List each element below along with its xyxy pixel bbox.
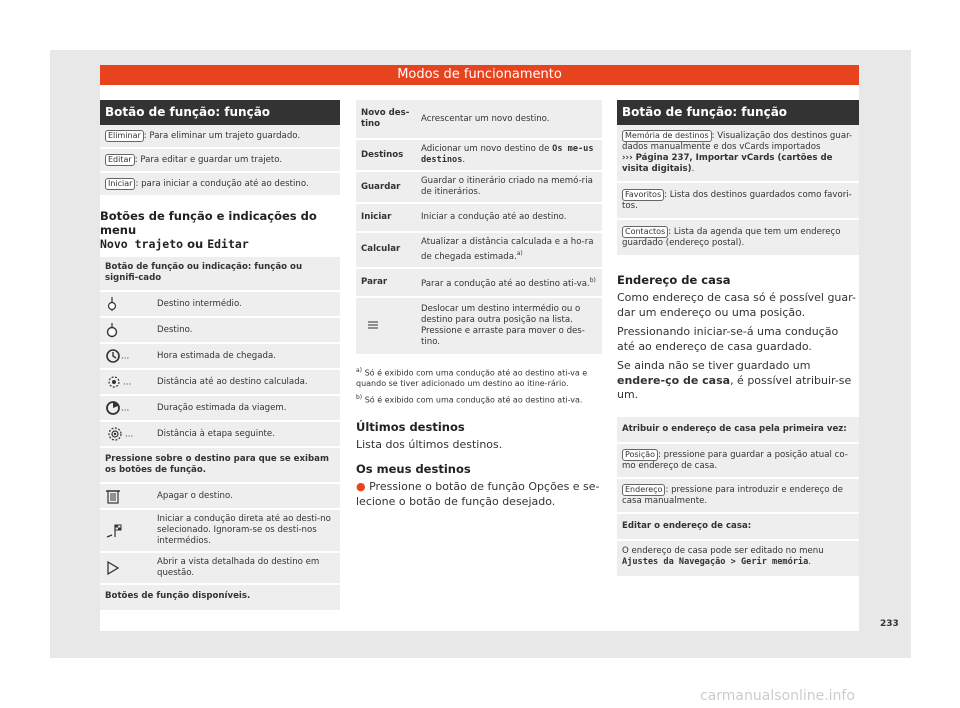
heading-text: Botões de função e indicações do menu — [100, 209, 317, 237]
paragraph: Pressionando iniciar-se-á uma condução até ao endereço de casa guardado. — [617, 325, 839, 353]
column-2 — [356, 100, 602, 509]
table-cell: Apagar o destino. — [152, 483, 340, 509]
heading-mono: Editar — [207, 237, 249, 251]
table-row — [100, 483, 340, 509]
table-row — [356, 203, 602, 232]
icon-suffix: ... — [121, 403, 130, 414]
iniciar-button-label: Iniciar — [105, 178, 135, 190]
favorites-button-label: Favoritos — [622, 189, 664, 201]
icon-cell — [356, 297, 416, 355]
row-text: : Para eliminar um trajeto guardado. — [143, 131, 301, 141]
my-destinations-text — [356, 480, 602, 509]
destination-icon — [105, 322, 119, 338]
row-text: : Lista dos destinos guardados como favori-tos. — [622, 190, 852, 211]
table-cell: Abrir a vista detalhada do destino em questão. — [152, 552, 340, 584]
table-row — [100, 317, 340, 343]
table-header: Botão de função ou indicação: função ou signifi-cado — [100, 257, 340, 291]
icon-suffix: ... — [123, 377, 132, 388]
table-cell: Distância à etapa seguinte. — [152, 421, 340, 447]
footnote-a — [356, 366, 602, 390]
footnote-ref: a) — [516, 250, 523, 257]
editar-button-label: Editar — [105, 154, 135, 166]
last-destinations-text: Lista dos últimos destinos. — [356, 437, 503, 451]
cell-text: Adicionar um novo destino de — [421, 144, 553, 154]
section-heading — [100, 209, 340, 251]
footnote-ref: b) — [589, 276, 596, 284]
footnote-b — [356, 393, 602, 406]
table-row — [100, 421, 340, 447]
waypoint-icon — [105, 296, 119, 312]
page-number: 233 — [880, 619, 899, 629]
table-cell: Hora estimada de chegada. — [152, 343, 340, 369]
icon-table — [100, 257, 340, 612]
table-row — [356, 297, 602, 355]
address-button-label: Endereço — [622, 484, 665, 496]
function-label: Iniciar — [356, 203, 416, 232]
row-text: : pressione para guardar a posição atual co-mo endereço de casa. — [622, 449, 848, 471]
table-row — [100, 369, 340, 395]
table-row — [356, 139, 602, 171]
function-row — [617, 444, 859, 479]
table-cell: Guardar o itinerário criado na memó-ria de itinerários. — [416, 171, 602, 203]
table-cell: Iniciar a condução direta até ao desti-no selecionado. Ignoram-se os desti-nos intermédios. — [152, 509, 340, 552]
table-cell: Distância até ao destino calculada. — [152, 369, 340, 395]
footnote-mark: b) — [356, 393, 363, 401]
column-3 — [617, 100, 859, 578]
next-stage-icon — [105, 426, 125, 442]
text: , é possível atribuir-se um. — [617, 373, 852, 401]
box-title: Botão de função: função — [617, 100, 859, 125]
paragraph — [617, 359, 859, 403]
home-address-title: Endereço de casa — [617, 273, 731, 287]
play-icon — [105, 560, 121, 576]
table-cell — [416, 139, 602, 171]
assign-box — [617, 417, 859, 578]
box-title: Botão de função: função — [100, 100, 340, 125]
watermark: carmanualsonline.info — [700, 688, 855, 704]
table-row — [356, 232, 602, 268]
function-row — [617, 220, 859, 257]
table-cell: Destino intermédio. — [152, 291, 340, 317]
distance-icon — [105, 374, 123, 390]
function-row — [617, 183, 859, 220]
row-text: : Visualização dos destinos guar-dados manualmente e dos vCards importados — [622, 131, 853, 152]
table-cell — [416, 268, 602, 297]
row-text: : Lista da agenda que tem um endereço guardado (endereço postal). — [622, 227, 841, 248]
box-subheader: Editar o endereço de casa: — [617, 514, 859, 541]
function-row — [617, 541, 859, 578]
page-link[interactable]: ››› Página 237, Importar vCards (cartões de visita digitais) — [622, 153, 833, 174]
table-subheader: Pressione sobre o destino para que se exibam os botões de função. — [100, 447, 340, 483]
cell-mono: Os me-us destinos — [421, 144, 594, 165]
function-label: Destinos — [356, 139, 416, 171]
function-row — [100, 173, 340, 197]
duration-icon — [105, 400, 121, 416]
position-button-label: Posição — [622, 449, 658, 461]
box-subheader: Atribuir o endereço de casa pela primeira vez: — [617, 417, 859, 444]
trash-icon — [105, 488, 121, 504]
function-label: Calcular — [356, 232, 416, 268]
function-label: Guardar — [356, 171, 416, 203]
cell-tail: . — [462, 155, 466, 165]
eliminar-button-label: Eliminar — [105, 130, 144, 142]
bullet-icon: ● — [356, 480, 366, 494]
function-row — [100, 149, 340, 173]
cell-text: Atualizar a distância calculada e a ho-ra de chegada estimada. — [421, 237, 594, 262]
footnote-text: Só é exibido com uma condução até ao destino ati-va. — [364, 395, 583, 405]
row-text: O endereço de casa pode ser editado no menu — [622, 545, 824, 556]
destination-memory-button-label: Memória de destinos — [622, 130, 712, 142]
paragraph: Como endereço de casa só é possível guar-dar um endereço ou uma posição. — [617, 291, 856, 319]
footnote-text: Só é exibido com uma condução até ao destino ati-va e quando se tiver adicionado um destino ao itine-rário. — [356, 368, 588, 389]
footnote-mark: a) — [356, 366, 363, 374]
contacts-button-label: Contactos — [622, 226, 668, 238]
table-cell — [416, 232, 602, 268]
function-label: Parar — [356, 268, 416, 297]
start-flag-icon — [105, 523, 123, 539]
table-row — [100, 343, 340, 369]
function-label: Novo des-tino — [356, 100, 416, 139]
table-footer-header: Botões de função disponíveis. — [100, 584, 340, 611]
cell-text: Parar a condução até ao destino ati-va. — [421, 278, 590, 289]
icon-suffix: ... — [121, 351, 130, 362]
function-table — [356, 100, 602, 356]
table-row — [356, 171, 602, 203]
table-cell: Destino. — [152, 317, 340, 343]
row-text: : para iniciar a condução até ao destino. — [135, 179, 309, 189]
bold-text: endere-ço de casa — [617, 373, 731, 387]
table-cell: Deslocar um destino intermédio ou o destino para outra posição na lista. Pressione e arraste para mover o des-tino. — [416, 297, 602, 355]
row-tail: . — [691, 164, 695, 174]
icon-suffix: ... — [125, 429, 134, 440]
last-destinations-title: Últimos destinos — [356, 419, 465, 434]
heading-mono: Novo trajeto — [100, 237, 184, 251]
table-row — [100, 291, 340, 317]
section-banner: Modos de funcionamento — [100, 65, 859, 85]
row-tail: . — [808, 556, 811, 567]
row-text: : pressione para introduzir e endereço de casa manualmente. — [622, 484, 843, 506]
bullet-text: Pressione o botão de função Opções e se-lecione o botão de função desejado. — [356, 480, 600, 508]
clock-icon — [105, 348, 121, 364]
table-row — [100, 552, 340, 584]
table-row — [100, 395, 340, 421]
table-cell: Duração estimada da viagem. — [152, 395, 340, 421]
function-row — [617, 125, 859, 183]
table-row — [100, 509, 340, 552]
drag-handle-icon — [368, 320, 378, 330]
table-row — [356, 100, 602, 139]
heading-or: ou — [183, 237, 208, 251]
function-row — [100, 125, 340, 149]
column-1 — [100, 100, 340, 612]
menu-path: Ajustes da Navegação > Gerir memória — [622, 556, 809, 567]
table-cell: Iniciar a condução até ao destino. — [416, 203, 602, 232]
table-row — [356, 268, 602, 297]
text: Se ainda não se tiver guardado um — [617, 359, 811, 372]
table-cell: Acrescentar um novo destino. — [416, 100, 602, 139]
my-destinations-title: Os meus destinos — [356, 462, 471, 477]
row-text: : Para editar e guardar um trajeto. — [134, 155, 283, 165]
function-row — [617, 479, 859, 514]
